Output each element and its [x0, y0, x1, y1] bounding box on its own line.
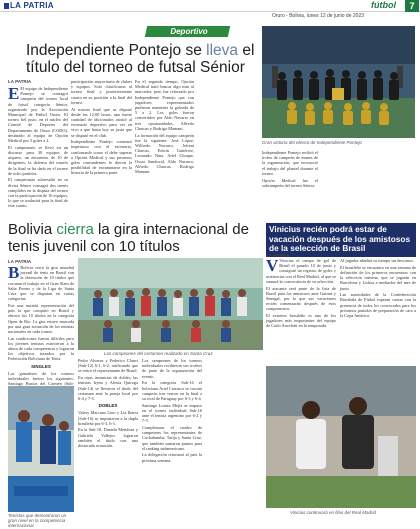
- article1-headline-end: el título del torneo de futsal Sénior: [26, 42, 255, 76]
- article2-paragraph: Las condiciones fueron difíciles pero los jóvenes tenistas estuvieron a la altura de cada competencia y lograron los objetivos trazados por la Federación Boliviana de Tenis.: [8, 335, 74, 362]
- article2-dropcap: B: [8, 263, 20, 282]
- article2-paragraph: Pedro Alvarez y Federico Claros (Sub-12) 6-1, 6-2, ratificando que se retiró el representante de Brasil.: [78, 358, 138, 374]
- article2-paragraph: [8, 265, 74, 301]
- article2-photo-caption: Tenistas que demostraron un gran nivel en la competencia internacional: [8, 513, 67, 528]
- masthead: [0, 0, 420, 12]
- article2-paragraph: Santiago Loaiza Mejía se impuso en el torneo individual Sub-16 ante el tenista argentino por 6-2 y 7-5.: [142, 402, 202, 424]
- brand-mark-icon: [4, 3, 9, 9]
- article2-headline-end: la gira internacional de tenis juvenil con 10 títulos: [8, 221, 249, 255]
- article1-paragraph: El campeonato se llevó en un discurso para 30 equipos de arquero, un encuentro de 10 de dirigentes; la defensa del triunfo de la final se ha dado en el torneo de ocho partidos.: [8, 144, 68, 176]
- article3-paragraph: El atacante será parte de la lista de Brasil para los amistosos ante Guinea y Senegal, por lo que sus vacaciones recién comenzarán después de esos compromisos.: [266, 285, 336, 312]
- article2-paragraph-text: Bolivia cerró la gira mundial juvenil de tenis en Brasil con la obtención de 10 títulos que coronan el trabajo en el Gran Slam de Salta Pomer y de la Liga de Santa Cruz que se disputan en varias categorías.: [8, 265, 74, 302]
- article3-paragraph: Las autoridades de la Confederación Brasileña de Fútbol esperan contar con la presencia de todos los convocados para los próximos partidos de preparación de cara a la Copa América.: [340, 292, 416, 319]
- article3-photo-caption: Vinicius continuará en filas del Real Madrid: [290, 510, 376, 515]
- article3-paragraph: [266, 258, 336, 284]
- article2-paragraph: Valery Marcano Lino y Lía Ibarra (Sub-16) se impusieron a la dupla brasileña por 6-3, 6-1.: [78, 410, 138, 426]
- article2-column-3: [142, 358, 202, 524]
- article1-team-photo: [262, 26, 415, 138]
- article1-paragraph: Opción Medical fue el subcampeón del torneo Sénior.: [262, 177, 318, 188]
- article2-team-photo: [78, 258, 263, 350]
- article2-team-caption: Los campeones del certamen realizado en Santa Cruz: [104, 351, 213, 356]
- article2-paragraph: Fue una nutrida representación del país la que compitió en Brasil y obtuvo los 10 títulos en la categoría Open de Rio. La gira estuvo marcada por una gran actuación de los tenistas nacionales en cada torneo.: [8, 302, 74, 334]
- tennis-players-image: [8, 386, 74, 512]
- article3-paragraph: Al jugador añadirá su tiempo sin descanso.: [340, 258, 414, 263]
- article1-paragraph-text: El equipo de Independiente Pontejo se consagró campeón del torneo local de futsal categoría Sénior, organizado por la Asociación Municipal de Fútbol Oruro. El torneo fiel justo, en el núcleo del Comité de Deportes del Departamento de Oruro (CODO), destinado al equipo de Opción Medical por 5 goles a 2.: [8, 86, 68, 144]
- article1-paragraph: Independiente Pontejo comenzó impetuoso con el escenario, conformado como el debe superar a Opción Medical y sus primeros goles contundentes le dieron la posibilidad de encaminarse en la historia de la primera parte.: [71, 139, 132, 176]
- article1-column-2: [71, 79, 132, 216]
- article3-paragraph-text: Vinicius el campo de gol de Brasil el pasado 10 de junio y consiguió un registro de goles y asistencias con el Real Madrid, al que se sumará la convocatoria de su selección.: [266, 258, 336, 284]
- article1-paragraph: Independiente Pontejo recibió el trofeo de campeón de manos de la organización, que reconoció el trabajo del plantel durante el torneo.: [262, 150, 318, 176]
- article2-subhead-doubles: DOBLES: [98, 403, 118, 409]
- article1-paragraph: participación mayoritaria de clubes y equipos. Solo clasificaron al torneo final y posteriormente cuarto en su posición a la final del torneo.: [71, 79, 132, 105]
- article2-paragraph: Los campeones de los torneos individuales recibieron sus trofeos de parte de la organización del evento.: [142, 358, 202, 379]
- article2-paragraph: Completaron el cuadro de campeones los representantes de Cochabamba, Tarija y Santa Cruz, que también sumaron puntos para el ranking sudamericano.: [142, 424, 202, 451]
- article3-headline: Vinicius recién podrá estar de vacación después de los amistosos de la selección de Brasil: [266, 223, 416, 257]
- vinicius-image: [266, 366, 416, 508]
- article1-photo-caption: Gran victoria del elenco de Independiente Pontejo: [262, 140, 362, 145]
- article3-paragraph: El extremo brasileño es uno de los jugadores más importantes del equipo de Carlo Ancelotti en la temporada.: [266, 313, 336, 329]
- article2-player-photo: [8, 386, 74, 512]
- article1-paragraph: Al mismo final que se disputó desde las 12:00 horas, una fuerte cantidad de aficionados asistió al escenario deportivo para ver en vivo a que hasta hoy su justa que se disputó en el club.: [71, 106, 132, 138]
- article3-kicker: LA PATRIA: [266, 253, 290, 258]
- brand-logo: [4, 1, 54, 10]
- article1-headline-start: Independiente Pontejo se: [26, 42, 207, 59]
- brand-name: LA PATRIA: [10, 1, 54, 10]
- article2-headline: [8, 221, 258, 255]
- article1-headline-highlight: lleva: [206, 42, 239, 59]
- tennis-team-image: [78, 258, 263, 350]
- article3-paragraph: El brasileño se encuentra en una semana de definición de los primeros encuentros con la selección interina, que se jugarán en Barcelona y Lisboa a mediados del mes de junio.: [340, 264, 416, 291]
- article2-column-1: [8, 263, 74, 387]
- article2-paragraph: En la categoría Sub-14 el boliviano Ariel Carrasco se coronó campeón tras vencer en la final a su rival de Paraguay por 6-3 y 6-4.: [142, 380, 202, 401]
- article1-column-4: [262, 150, 318, 216]
- article2-headline-highlight: cierra: [56, 221, 94, 238]
- article1-headline: [26, 42, 256, 76]
- article1-paragraph: La formación del equipo campeón fue la siguiente: José López, Wilfredo Navarro, Jefrent Charcas, Edwin Gutiérrez, Leonardo Nina, Ariel Choque, Oscar Sandoval, Aldo Navarro, Alfredo Charcas, Rodrigo Mamani.: [135, 132, 194, 174]
- article2-paragraph: La delegación retornará al país la próxima semana.: [142, 452, 202, 463]
- article2-column-2: [78, 358, 138, 462]
- article2-headline-start: Bolivia: [8, 221, 57, 238]
- section-tag: Deportivo: [170, 27, 208, 36]
- article3-dropcap: V: [266, 256, 279, 275]
- article1-column-1: [8, 86, 68, 216]
- article2-subhead-singles: SINGLES: [31, 363, 51, 369]
- article1-kicker: LA PATRIA: [8, 79, 32, 84]
- article1-paragraph: En el segundo tiempo, Opción Medical trató buscar algo más al marcador, pero fue reforzado por Independiente Pontejo que con jugadores experimentados pudieron mantener la goleada de 5 a 2. Los goles fueron convertidos por Aldo Navarro en tres oportunidades, Alfredo Charcas y Rodrigo Mamani.: [135, 79, 194, 131]
- futsal-team-image: [262, 26, 415, 138]
- article1-column-3: [135, 79, 194, 216]
- article2-paragraph: En la Sub-18, Daniela Mendoza y Gabriela Vallejos lograron también el título con una destacada actuación.: [78, 427, 138, 449]
- article2-paragraph: En otras instancias de dobles, las tenistas Iryna y Alexia Quiroga (Sub-14) se llevaron el título del certamen ante la pareja local por 6-4 y 7-5.: [78, 375, 138, 401]
- article2-paragraph: Los ganadores de los torneos individuales fueron los siguientes: Santiago Bustos del Carmen (Sub-: [8, 370, 74, 387]
- article3-photo: [266, 366, 416, 508]
- article2-kicker: LA PATRIA: [8, 259, 32, 264]
- dateline: Oruro - Bolivia, lunes 12 de junio de 2023: [272, 13, 365, 19]
- article1-dropcap: E: [8, 84, 20, 103]
- article3-column-2: [340, 258, 416, 362]
- article3-column-1: [266, 258, 336, 362]
- article1-paragraph: El campeonato sobresaltó en su divisa Sénior consagró dos meses cumplidos en la disputa del torneo con la participación de 16 equipos, lo que se traducirá para la final de este cuarto.: [8, 177, 68, 209]
- section-name: fútbol: [371, 0, 396, 10]
- article1-paragraph: [8, 86, 68, 143]
- page-number: 7: [405, 0, 419, 12]
